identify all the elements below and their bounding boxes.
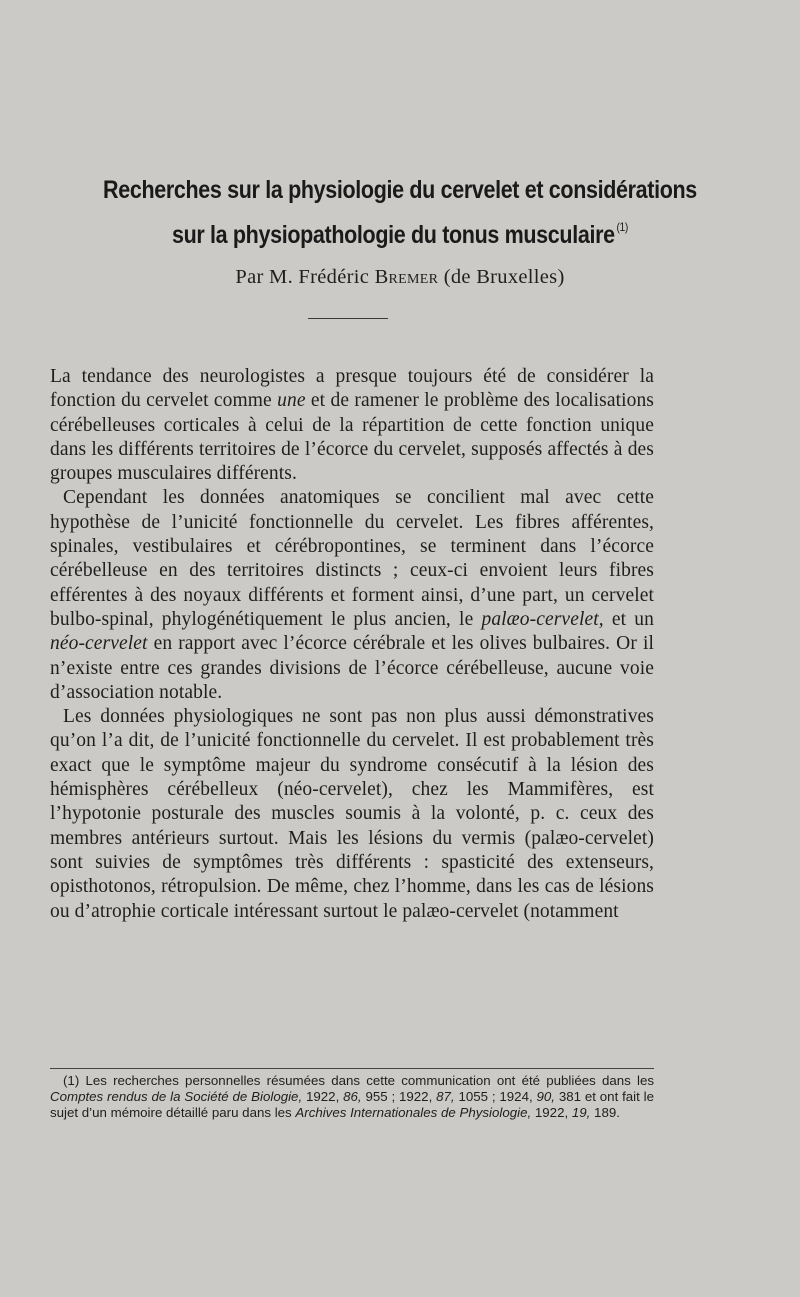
footnote-text: 1922, [302, 1089, 344, 1104]
footnote-text: 381 et ont fait le sujet d’un mémoire détaillé paru dans les [50, 1089, 655, 1120]
emphasis-text: palæo-cervelet, [481, 608, 604, 630]
article-body [50, 365, 654, 924]
volume-number: 86, [343, 1089, 362, 1104]
volume-number: 19, [571, 1105, 591, 1120]
paragraph-text: et un [603, 608, 654, 630]
footnote-text: 1055 ; 1924, [454, 1089, 537, 1104]
paragraph-text: Cependant les données anatomiques se concilient mal avec cette hypothèse de l’unicité fonctionnelle du cervelet. Les fibres afférentes, spinales, vestibulaires et cérébropontines, se terminent dans l’écorce cérébelleuse en des territoires distincts ; ceux-ci envoient leurs fibres efférentes à des noyaux différents et forment ainsi, d’une part, un cervelet bulbo-spinal, phylogénétiquement le plus ancien, le [50, 487, 654, 630]
emphasis-text: néo-cervelet [50, 633, 148, 655]
author-prefix: Par M. Frédéric [235, 266, 375, 288]
paragraph-text: La tendance des neurologistes a presque toujours été de considérer la fonction du cervelet comme [50, 366, 654, 412]
footnote-text: 189. [590, 1105, 620, 1120]
paragraph-text: en rapport avec l’écorce cérébrale et les olives bulbaires. Or il n’existe entre ces grandes divisions de l’écorce cérébelleuse, aucune voie d’association notable. [50, 633, 654, 703]
title-line-2 [56, 209, 744, 254]
footnote-text: (1) Les recherches personnelles résumées dans cette communication ont été publiées dans les [63, 1073, 654, 1088]
volume-number: 87, [436, 1089, 455, 1104]
emphasis-text: une [277, 390, 306, 412]
footnote-text: 955 ; 1922, [361, 1089, 437, 1104]
paragraph-2 [50, 486, 654, 705]
title-line-2-text: sur la physiopathologie du tonus musculaire [171, 221, 615, 249]
paragraph-1 [50, 365, 654, 486]
author-surname: Bremer [374, 266, 439, 288]
article-title [56, 172, 744, 254]
title-separator [308, 318, 388, 319]
title-line-1: Recherches sur la physiologie du cervelet et considérations [103, 176, 697, 204]
author-suffix: (de Bruxelles) [438, 266, 565, 288]
author-line [0, 266, 800, 289]
paragraph-3 [50, 705, 654, 924]
footnote-reference: (1) [616, 220, 629, 234]
paragraph-text: et de ramener le problème des localisations cérébelleuses corticales à celui de la répartition de cette fonction unique dans les différents territoires de l’écorce du cervelet, supposés affectés à des groupes musculaires différents. [50, 390, 654, 485]
footnote-text: 1922, [531, 1105, 572, 1120]
volume-number: 90, [536, 1089, 555, 1104]
journal-title: Comptes rendus de la Société de Biologie, [50, 1089, 303, 1104]
paragraph-text: Les données physiologiques ne sont pas non plus aussi démonstratives qu’on l’a dit, de l’unicité fonctionnelle du cervelet. Il est probablement très exact que le symptôme majeur du syndrome consécutif à la lésion des hémisphères cérébelleux (néo-cervelet), chez les Mammifères, est l’hypotonie posturale des muscles soumis à la volonté, p. c. ceux des membres antérieurs surtout. Mais les lésions du vermis (palæo-cervelet) sont suivies de symptômes très différents : spasticité des extenseurs, opisthotonos, rétropulsion. De même, chez l’homme, dans les cas de lésions ou d’atrophie corticale intéressant surtout le palæo-cervelet (notamment [50, 706, 654, 922]
footnote-separator [50, 1068, 654, 1069]
journal-title: Archives Internationales de Physiologie, [295, 1105, 532, 1120]
footnote [50, 1073, 654, 1121]
